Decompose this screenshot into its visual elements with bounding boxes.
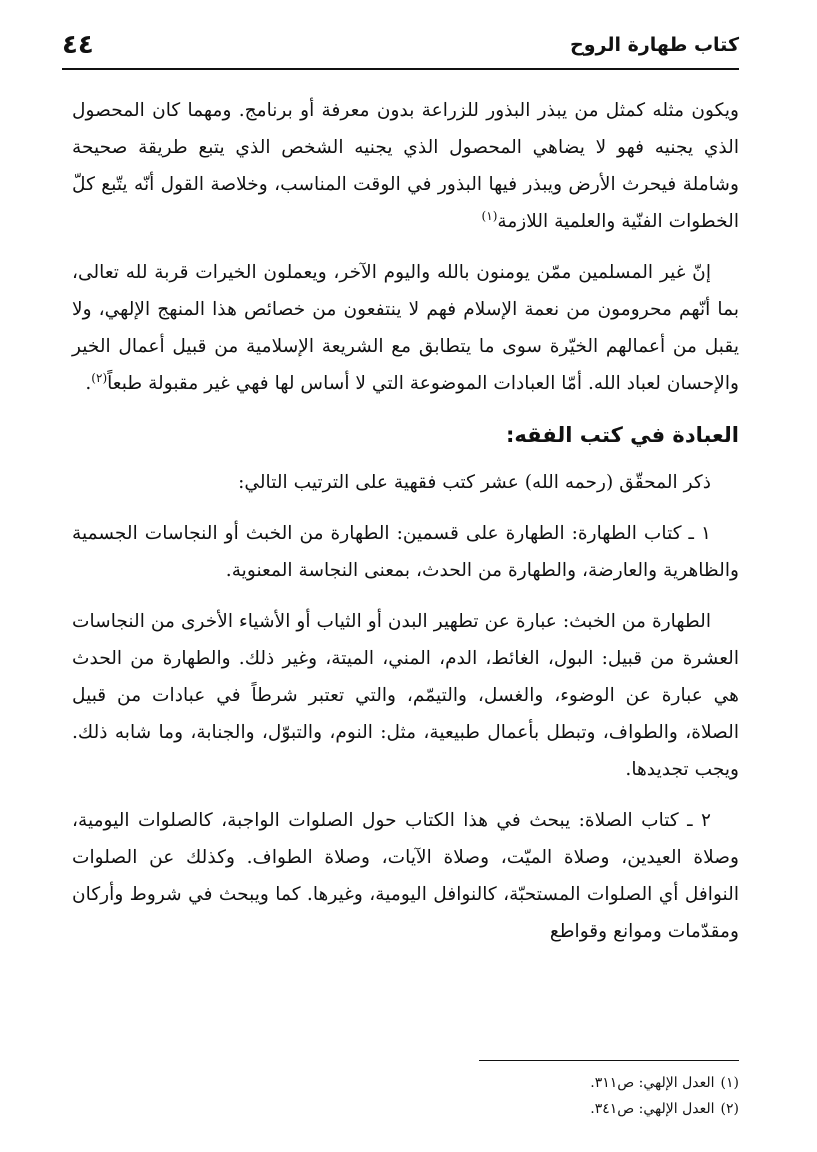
- page-header: [62, 22, 739, 70]
- footnote-1: [339, 1070, 739, 1096]
- footnote-2: [339, 1096, 739, 1122]
- page-number: ٤٤: [62, 30, 94, 60]
- footnote-divider: [479, 1060, 739, 1061]
- paragraph-1: [72, 92, 739, 240]
- paragraph-1-text: ويكون مثله كمثل من يبذر البذور للزراعة بدون معرفة أو برنامج. ومهما كان المحصول الذي يجنيه فهو لا يضاهي المحصول الذي يجنيه الشخص الذي يتبع طريقة صحيحة وشاملة فيحرث الأرض ويبذر فيها البذور في الوقت المناسب، وخلاصة القول أنّه يتّبع كلّ الخطوات الفنّية والعلمية اللازمة: [72, 100, 739, 232]
- footnote-2-text: العدل الإلهي: ص٣٤١.: [590, 1101, 715, 1117]
- paragraph-6: ٢ ـ كتاب الصلاة: يبحث في هذا الكتاب حول الصلوات الواجبة، كالصلوات اليومية، وصلاة العيدين، وصلاة الميّت، وصلاة الآيات، وصلاة الطواف. وكذلك عن الصلوات النوافل أي الصلوات المستحبّة، كالنوافل اليومية، وغيرها. كما ويبحث في شروط وأركان ومقدّمات وموانع وقواطع: [72, 810, 739, 942]
- paragraph-5: الطهارة من الخبث: عبارة عن تطهير البدن أو الثياب أو الأشياء الأخرى من النجاسات العشرة من قبيل: البول، الغائط، الدم، المني، الميتة، وغير ذلك. والطهارة من الحدث هي عبارة عن الوضوء، والغسل، والتيمّم، والتي تعتبر شرطاً في عبادات من قبيل الصلاة، والطواف، وتبطل بأعمال طبيعية، مثل: النوم، والتبوّل، والجنابة، وما شابه ذلك. ويجب تجديدها.: [72, 611, 739, 780]
- footnote-ref-2: (٢): [91, 370, 108, 385]
- footnote-1-text: العدل الإلهي: ص٣١١.: [590, 1075, 715, 1091]
- footnote-1-marker: (١): [720, 1075, 739, 1091]
- book-title: كتاب طهارة الروح: [570, 34, 739, 56]
- paragraph-2: [72, 254, 739, 402]
- footnotes: [339, 1070, 739, 1122]
- paragraph-4: ١ ـ كتاب الطهارة: الطهارة على قسمين: الطهارة من الخبث أو النجاسات الجسمية والظاهرية والعارضة، والطهارة من الحدث، بمعنى النجاسة المعنوية.: [72, 523, 739, 581]
- footnote-2-marker: (٢): [720, 1101, 739, 1117]
- section-heading: العبادة في كتب الفقه:: [506, 423, 739, 447]
- paragraph-2-tail: .: [85, 373, 92, 394]
- paragraph-2-text: إنّ غير المسلمين ممّن يومنون بالله واليوم الآخر، ويعملون الخيرات قربة لله تعالى، بما أنّهم محرومون من نعمة الإسلام فهم لا ينتفعون من خصائص هذا المنهج الإلهي، ولا يقبل من أعمالهم الخيّرة سوى ما يتطابق مع الشريعة الإسلامية من قبيل أعمال الخير والإحسان لعباد الله. أمّا العبادات الموضوعة التي لا أساس لها فهي غير مقبولة طبعاً: [72, 262, 739, 394]
- footnote-ref-1: (١): [481, 208, 498, 223]
- paragraph-3: ذكر المحقّق (رحمه الله) عشر كتب فقهية على الترتيب التالي:: [238, 472, 711, 493]
- body-text: [72, 92, 739, 964]
